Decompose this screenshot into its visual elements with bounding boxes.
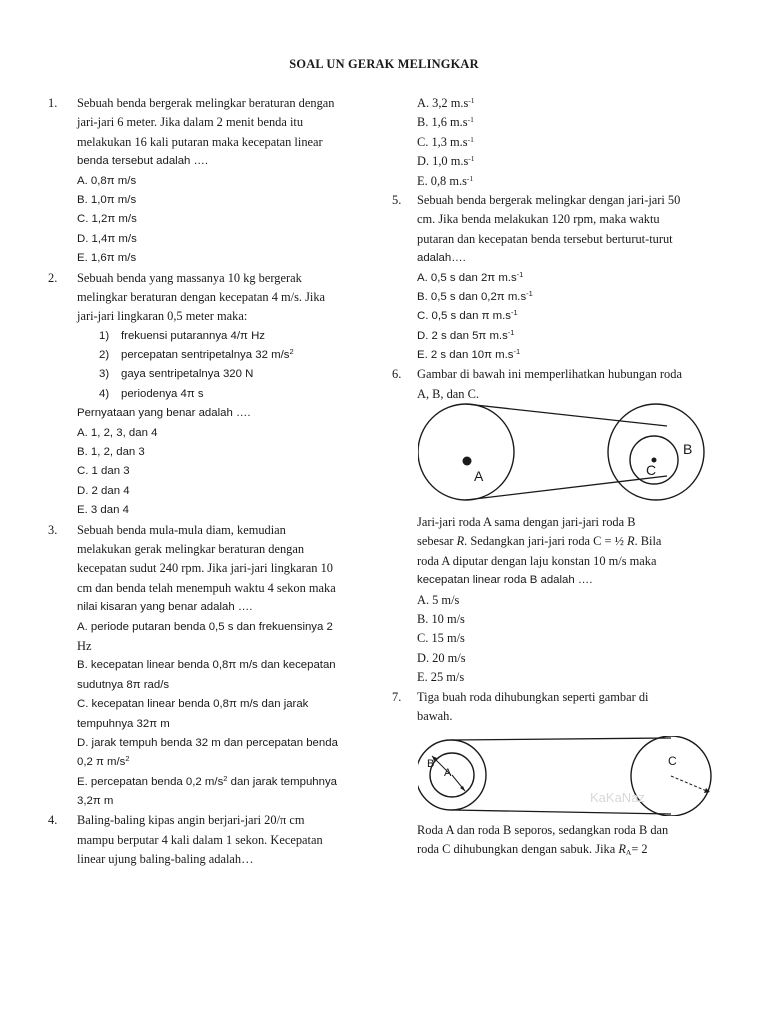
question-text: Pernyataan yang benar adalah …. [77, 407, 251, 420]
question-text: Jari-jari roda A sama dengan jari-jari roda B [417, 515, 636, 529]
superscript: -1 [513, 347, 521, 357]
question-text: benda tersebut adalah …. [77, 155, 209, 168]
question-text: roda A diputar dengan laju konstan 10 m/s maka [417, 553, 657, 568]
option: A. periode putaran benda 0,5 s dan frekuensinya 2 [77, 620, 333, 633]
option: B. 10 m/s [417, 611, 465, 626]
option: E. 25 m/s [417, 670, 465, 685]
question-number: 4. [48, 813, 58, 828]
question-3 [48, 521, 372, 812]
question-text: kecepatan linear roda B adalah …. [417, 574, 593, 587]
option: D. 2 s dan 5π m.s [417, 329, 508, 342]
option: dan jarak tempuhnya [227, 775, 337, 788]
option: E. percepatan benda 0,2 m/s [77, 775, 224, 788]
option: Hz [77, 638, 92, 653]
label-a: A [444, 767, 452, 779]
question-text: linear ujung baling-baling adalah… [77, 852, 254, 867]
figure-three-wheels [418, 736, 723, 816]
statement-number: 4) [99, 387, 110, 400]
question-number: 7. [392, 689, 402, 704]
question-number: 3. [48, 522, 58, 537]
italic-r: R [456, 534, 465, 549]
question-text: = 2 [631, 842, 648, 857]
option: sudutnya 8π rad/s [77, 678, 170, 691]
superscript: 2 [289, 347, 294, 357]
question-text: jari-jari 6 meter. Jika dalam 2 menit benda itu [77, 115, 304, 130]
right-column [392, 94, 722, 404]
option: A. 3,2 m.s [417, 96, 469, 110]
option: D. 2 dan 4 [77, 484, 130, 497]
option: E. 2 s dan 10π m.s [417, 349, 514, 362]
figure-wheels-abc [418, 402, 718, 502]
superscript: -1 [510, 308, 518, 318]
question-text: cm. Jika benda melakukan 120 rpm, maka waktu [417, 212, 660, 227]
question-text: . Sedangkan jari-jari roda C = ½ [464, 534, 627, 549]
superscript: -1 [516, 269, 524, 279]
statement-text: periodenya 4π s [121, 387, 204, 400]
question-text: melakukan 16 kali putaran maka kecepatan linear [77, 134, 323, 149]
question-text: roda C dihubungkan dengan sabuk. Jika [417, 842, 619, 857]
label-b: B [427, 758, 435, 770]
superscript: -1 [526, 288, 533, 298]
question-text: Sebuah benda bergerak melingkar dengan jari-jari 50 [417, 192, 681, 207]
question-text: Sebuah benda mula-mula diam, kemudian [77, 522, 286, 537]
question-number: 6. [392, 367, 402, 382]
axle-a [463, 457, 472, 466]
question-2 [48, 269, 372, 521]
statement-number: 3) [99, 368, 110, 381]
statement-text: gaya sentripetalnya 320 N [121, 368, 254, 381]
question-number: 1. [48, 96, 58, 110]
wheel-a [418, 404, 514, 500]
question-4-options [392, 94, 722, 191]
option: C. 1,2π m/s [77, 213, 137, 226]
question-text: A, B, dan C. [417, 386, 479, 401]
option: D. jarak tempuh benda 32 m dan percepatan benda [77, 736, 338, 749]
superscript: -1 [507, 327, 515, 337]
option: A. 0,5 s dan 2π m.s [417, 271, 517, 284]
question-number: 5. [392, 192, 402, 207]
question-7 [392, 688, 722, 727]
question-text: putaran dan kecepatan benda tersebut berturut-turut [417, 231, 673, 246]
label-c: C [668, 754, 677, 768]
question-text: Sebuah benda yang massanya 10 kg bergerak [77, 270, 302, 285]
right-column-lower [392, 513, 722, 726]
question-number: 2. [48, 270, 58, 285]
question-text: melingkar beraturan dengan kecepatan 4 m/s. Jika [77, 289, 326, 304]
label-b: B [683, 441, 693, 457]
question-text: jari-jari lingkaran 0,5 meter maka: [77, 309, 248, 324]
option: B. 1,6 m.s [417, 115, 468, 130]
question-6 [392, 365, 722, 404]
subscript: A [625, 848, 632, 858]
superscript: -1 [467, 115, 474, 125]
right-column-bottom [392, 821, 722, 860]
question-text: Tiga buah roda dihubungkan seperti gambar di [417, 689, 649, 704]
question-4 [48, 811, 372, 869]
belt-line-bottom [452, 810, 671, 814]
option: C. kecepatan linear benda 0,8π m/s dan jarak [77, 698, 309, 711]
option: C. 1 dan 3 [77, 465, 130, 478]
statement-number: 2) [99, 349, 110, 362]
superscript: -1 [468, 154, 475, 164]
superscript: -1 [467, 134, 474, 144]
option: B. 1, 2, dan 3 [77, 446, 145, 459]
question-text: adalah…. [417, 252, 466, 265]
option: C. 15 m/s [417, 631, 465, 646]
superscript: 2 [125, 754, 130, 764]
option: E. 1,6π m/s [77, 252, 137, 265]
watermark-text: KaKaNaz [590, 790, 645, 805]
question-text: mampu berputar 4 kali dalam 1 sekon. Kecepatan [77, 832, 323, 847]
left-column [48, 94, 372, 870]
label-c: C [646, 462, 657, 478]
option: 3,2π m [77, 795, 114, 808]
question-5 [392, 191, 722, 366]
question-text: Gambar di bawah ini memperlihatkan hubungan roda [417, 367, 682, 382]
question-text: melakukan gerak melingkar beraturan dengan [77, 541, 305, 556]
question-1 [48, 94, 372, 269]
belt-line-top [452, 738, 671, 740]
superscript: -1 [468, 96, 475, 105]
statement-text: frekuensi putarannya 4/π Hz [121, 329, 265, 342]
question-text: Sebuah benda bergerak melingkar beraturan dengan [77, 96, 335, 110]
option: 0,2 π m/s [77, 756, 126, 769]
question-text: bawah. [417, 708, 453, 723]
option: E. 0,8 m.s [417, 173, 467, 188]
question-text: Roda A dan roda B seporos, sedangkan roda B dan [417, 823, 669, 837]
superscript: 2 [223, 773, 228, 783]
option: A. 1, 2, 3, dan 4 [77, 426, 158, 439]
statement-number: 1) [99, 329, 110, 342]
statement-text: percepatan sentripetalnya 32 m/s [121, 349, 290, 362]
question-text: sebesar [417, 534, 457, 549]
question-text: nilai kisaran yang benar adalah …. [77, 601, 253, 614]
question-text: kecepatan sudut 240 rpm. Jika jari-jari lingkaran 10 [77, 561, 333, 576]
option: E. 3 dan 4 [77, 504, 129, 517]
option: tempuhnya 32π m [77, 717, 170, 730]
arrowhead [460, 786, 465, 791]
radius-line-c [671, 776, 709, 792]
page-title: SOAL UN GERAK MELINGKAR [289, 57, 479, 71]
italic-r: R [618, 842, 626, 857]
question-text: Baling-baling kipas angin berjari-jari 20/π cm [77, 813, 305, 828]
option: D. 1,4π m/s [77, 232, 137, 245]
option: D. 20 m/s [417, 650, 466, 665]
question-text: cm dan benda telah menempuh waktu 4 sekon maka [77, 580, 336, 595]
option: C. 0,5 s dan π m.s [417, 310, 511, 323]
italic-r: R [627, 534, 635, 549]
question-text: . Bila [634, 534, 662, 549]
option: A. 5 m/s [417, 592, 460, 607]
option: A. 0,8π m/s [77, 174, 137, 187]
label-a: A [474, 468, 484, 484]
option: D. 1,0 m.s [417, 154, 469, 169]
option: B. kecepatan linear benda 0,8π m/s dan kecepatan [77, 659, 336, 672]
option: B. 0,5 s dan 0,2π m.s [417, 290, 527, 303]
option: B. 1,0π m/s [77, 193, 137, 206]
superscript: -1 [466, 173, 474, 183]
option: C. 1,3 m.s [417, 134, 468, 149]
